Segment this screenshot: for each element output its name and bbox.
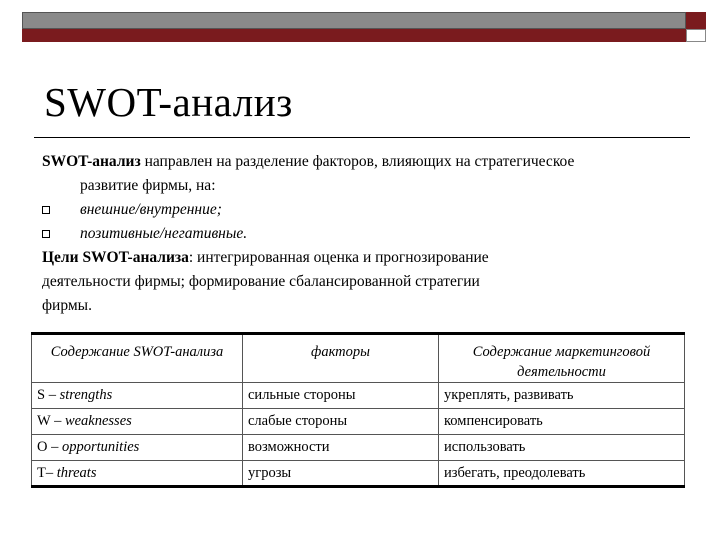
bullet-text: внешние/внутренние; — [80, 201, 222, 218]
bullet-item — [42, 222, 682, 246]
bullet-item — [42, 198, 682, 222]
goals-paragraph — [42, 246, 682, 270]
table-row — [32, 461, 685, 487]
cell-swot-item: O – opportunities — [32, 435, 243, 461]
swot-table — [31, 332, 685, 488]
square-bullet-icon — [42, 230, 50, 238]
intro-line2: развитие фирмы, на: — [80, 177, 216, 194]
swot-letter: O — [37, 439, 48, 455]
goals-line2: деятельности фирмы; формирование сбалансированной стратегии — [42, 273, 480, 290]
cell-action: компенсировать — [439, 409, 685, 435]
bullet-text: позитивные/негативные. — [80, 225, 248, 242]
slide-body — [42, 150, 682, 318]
intro-bold: SWOT-анализ — [42, 153, 141, 170]
corner-accent-square — [686, 12, 706, 29]
cell-swot-item: W – weaknesses — [32, 409, 243, 435]
header-factors: факторы — [243, 334, 439, 383]
cell-swot-item: T– threats — [32, 461, 243, 487]
table-row — [32, 435, 685, 461]
table-row — [32, 409, 685, 435]
slide-title: SWOT-анализ — [44, 79, 293, 125]
swot-term: strengths — [59, 387, 113, 403]
cell-action: использовать — [439, 435, 685, 461]
table-row — [32, 383, 685, 409]
goals-bold: Цели SWOT-анализа — [42, 249, 189, 266]
swot-letter: T — [37, 464, 46, 481]
cell-factor: сильные стороны — [243, 383, 439, 409]
cell-factor: угрозы — [243, 461, 439, 487]
top-accent-bar — [22, 29, 686, 42]
square-bullet-icon — [42, 206, 50, 214]
title-divider — [34, 137, 690, 138]
goals-line3: фирмы. — [42, 297, 92, 314]
cell-factor: возможности — [243, 435, 439, 461]
swot-term: opportunities — [61, 439, 140, 455]
cell-swot-item: S – strengths — [32, 383, 243, 409]
cell-action: избегать, преодолевать — [439, 461, 685, 487]
header-marketing-content: Содержание маркетинговой деятельности — [439, 334, 685, 383]
intro-rest: направлен на разделение факторов, влияющих на стратегическое — [140, 153, 575, 170]
intro-paragraph — [42, 150, 682, 174]
swot-term: threats — [56, 464, 97, 481]
header-swot-content: Содержание SWOT-анализа — [32, 334, 243, 383]
top-grey-bar — [22, 12, 686, 29]
swot-letter: W — [37, 413, 51, 429]
goals-rest: : интегрированная оценка и прогнозирование — [188, 249, 489, 266]
swot-term: weaknesses — [64, 413, 132, 429]
cell-action: укреплять, развивать — [439, 383, 685, 409]
cell-factor: слабые стороны — [243, 409, 439, 435]
table-header-row — [32, 334, 685, 383]
swot-letter: S — [37, 387, 46, 403]
corner-white-square — [686, 29, 706, 42]
